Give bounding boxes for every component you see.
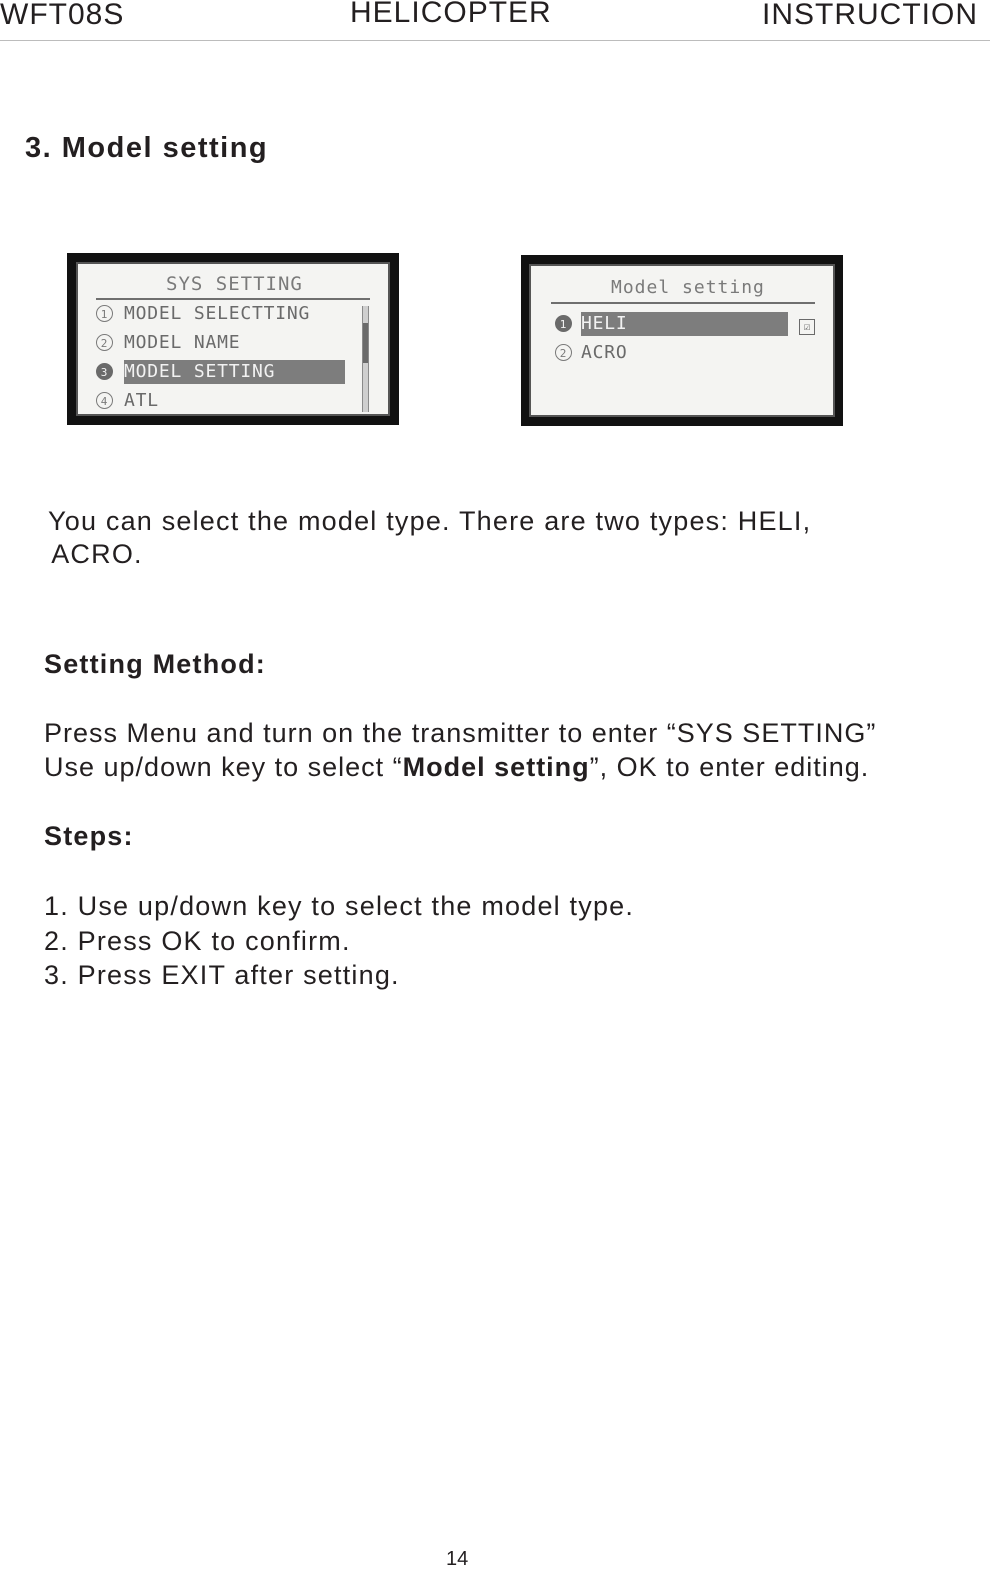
item-number-icon: 1	[555, 315, 572, 332]
menu-item-label: MODEL SELECTTING	[124, 303, 311, 324]
step-item: 1. Use up/down key to select the model type.	[44, 891, 635, 921]
steps-heading: Steps:	[44, 821, 134, 851]
item-number-icon: 1	[96, 305, 113, 322]
step-item: 2. Press OK to confirm.	[44, 926, 351, 956]
header-category: HELICOPTER	[350, 0, 552, 29]
lcd-scroll-thumb	[363, 323, 368, 363]
checkbox-checked-icon: ☑	[799, 319, 815, 335]
section-title: 3. Model setting	[25, 132, 269, 164]
lcd-title: Model setting	[611, 277, 765, 298]
intro-line-2: ACRO.	[44, 539, 143, 569]
item-number-icon: 3	[96, 363, 113, 380]
method-line-2-post: ”, OK to enter editing.	[589, 752, 870, 782]
menu-item-label: MODEL SETTING	[124, 360, 345, 384]
header-model: WFT08S	[0, 0, 125, 31]
method-line-1: Press Menu and turn on the transmitter to enter “SYS SETTING”	[44, 718, 877, 748]
method-line-2	[44, 751, 869, 784]
method-line-2-pre: Use up/down key to select “	[44, 752, 403, 782]
lcd-display	[76, 262, 390, 416]
lcd-title: SYS SETTING	[166, 273, 303, 295]
lcd-screen-sys-setting	[67, 253, 399, 425]
lcd-screen-model-setting	[521, 255, 843, 426]
menu-item-label: ATL	[124, 390, 159, 411]
setting-method-heading: Setting Method:	[44, 649, 266, 679]
header-doc-type: INSTRUCTION	[762, 0, 978, 31]
lcd-scrollbar	[362, 306, 369, 412]
item-number-icon: 2	[555, 344, 572, 361]
model-type-label: ACRO	[581, 342, 628, 363]
intro-line-1: You can select the model type. There are two types: HELI,	[48, 506, 812, 536]
lcd-display	[529, 264, 835, 417]
lcd-title-divider	[96, 298, 370, 300]
model-setting-emphasis: Model setting	[402, 752, 590, 782]
item-number-icon: 2	[96, 334, 113, 351]
item-number-icon: 4	[96, 392, 113, 409]
model-type-label: HELI	[581, 312, 788, 336]
step-item: 3. Press EXIT after setting.	[44, 960, 400, 990]
page-number: 14	[446, 1548, 469, 1570]
menu-item-label: MODEL NAME	[124, 332, 241, 353]
header-divider	[0, 40, 990, 41]
lcd-title-divider	[551, 302, 815, 304]
